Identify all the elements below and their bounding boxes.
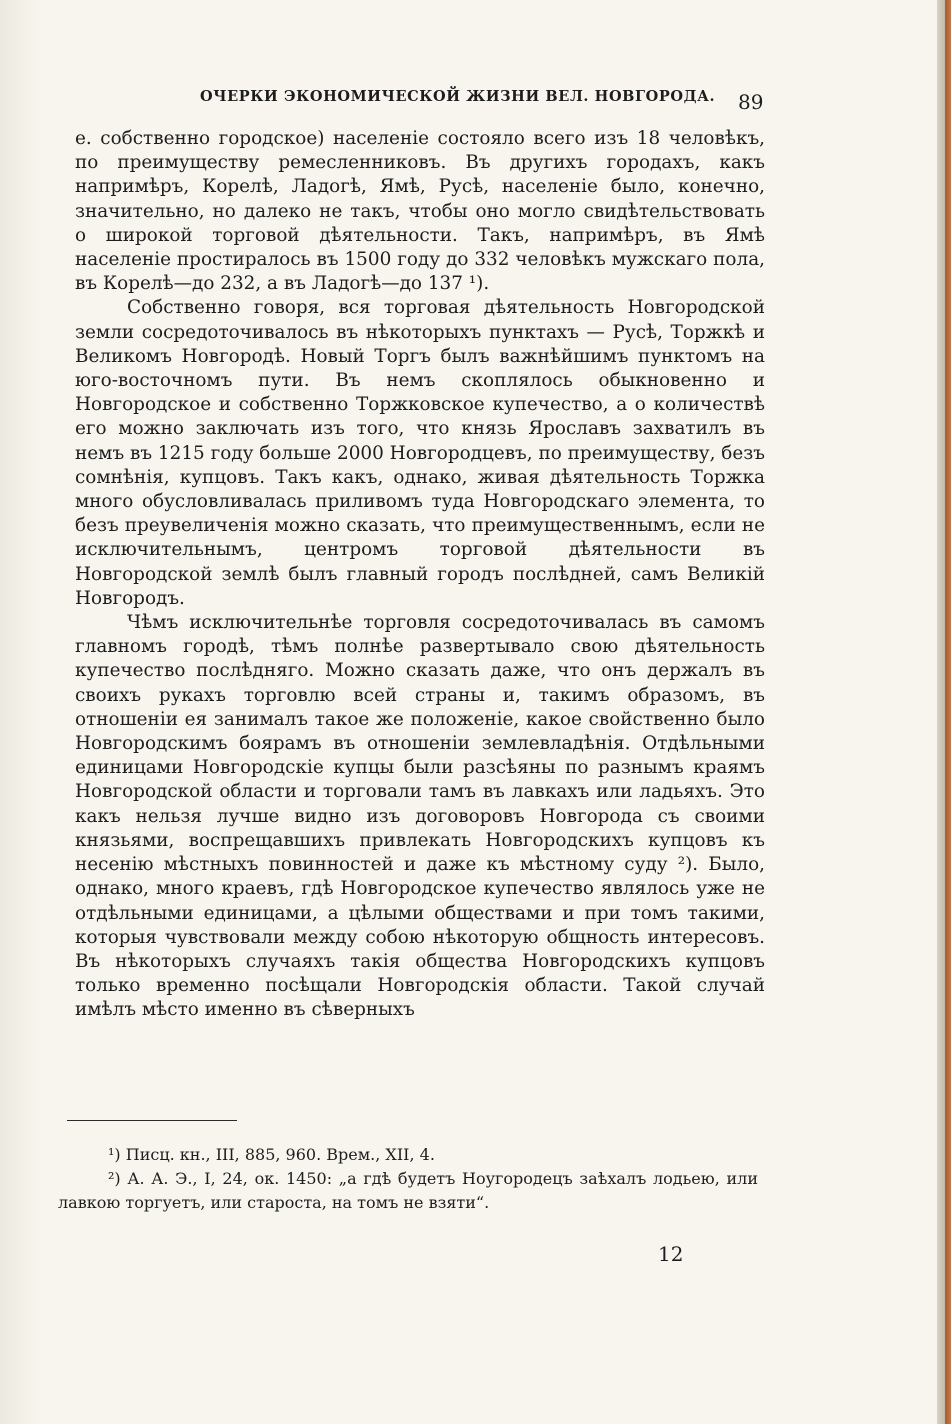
page-edge-binding	[937, 0, 951, 1424]
footnotes	[58, 1143, 758, 1215]
page-gutter-shadow	[0, 0, 40, 1424]
footnote-2: ²) А. А. Э., I, 24, ок. 1450: „а гдѣ будетъ Ноугородецъ заѣхалъ лодьею, или лавкою торгуетъ, или староста, на томъ не взяти“.	[58, 1169, 758, 1212]
paragraph-1: е. собственно городское) населеніе состояло всего изъ 18 человѣкъ, по преимуществу ремесленниковъ. Въ другихъ городахъ, какъ напримѣръ, Корелѣ, Ладогѣ, Ямѣ, Русѣ, населеніе было, конечно, значительно, но далеко не такъ, чтобы оно могло свидѣтельствовать о широкой торговой дѣятельности. Такъ, напримѣръ, въ Ямѣ населеніе простиралось въ 1500 году до 332 человѣкъ мужскаго пола, въ Корелѣ—до 232, а въ Ладогѣ—до 137 ¹).	[75, 128, 765, 295]
footnote-1: ¹) Писц. кн., III, 885, 960. Врем., XII, 4.	[108, 1145, 435, 1164]
printer-signature-mark: 12	[658, 1242, 684, 1266]
running-head-title: ОЧЕРКИ ЭКОНОМИЧЕСКОЙ ЖИЗНИ ВЕЛ. НОВГОРОДА.	[200, 88, 716, 105]
footnote-separator	[67, 1120, 237, 1121]
page-number: 89	[738, 90, 764, 114]
main-text	[75, 127, 765, 1023]
paragraph-2: Собственно говоря, вся торговая дѣятельность Новгородской земли сосредоточивалось въ нѣкоторыхъ пунктахъ — Русѣ, Торжкѣ и Великомъ Новгородѣ. Новый Торгъ былъ важнѣйшимъ пунктомъ на юго-восточномъ пути. Въ немъ скоплялось обыкновенно и Новгородское и собственно Торжковское купечество, а о количествѣ его можно заключать изъ того, что князь Ярославъ захватилъ въ немъ въ 1215 году больше 2000 Новгородцевъ, по преимуществу, безъ сомнѣнія, купцовъ. Такъ какъ, однако, живая дѣятельность Торжка много обусловливалась приливомъ туда Новгородскаго элемента, то безъ преувеличенія можно сказать, что преимущественнымъ, если не исключительнымъ, центромъ торговой дѣятельности въ Новгородской землѣ былъ главный городъ послѣдней, самъ Великій Новгородъ.	[75, 297, 765, 609]
paragraph-3: Чѣмъ исключительнѣе торговля сосредоточивалась въ самомъ главномъ городѣ, тѣмъ полнѣе развертывало свою дѣятельность купечество послѣдняго. Можно сказать даже, что онъ держалъ въ своихъ рукахъ торговлю всей страны и, такимъ образомъ, въ отношеніи ея занималъ такое же положеніе, какое свойственно было Новгородскимъ боярамъ въ отношеніи землевладѣнія. Отдѣльными единицами Новгородскіе купцы были разсѣяны по разнымъ краямъ Новгородской области и торговали тамъ въ лавкахъ или ладьяхъ. Это какъ нельзя лучше видно изъ договоровъ Новгорода съ своими князьями, воспрещавшихъ привлекать Новгородскихъ купцовъ къ несенію мѣстныхъ повинностей и даже къ мѣстному суду ²). Было, однако, много краевъ, гдѣ Новгородское купечество являлось уже не отдѣльными единицами, а цѣлыми обществами и при томъ такими, которыя чувствовали между собою нѣкоторую общность интересовъ. Въ нѣкоторыхъ случаяхъ такія общества Новгородскихъ купцовъ только временно посѣщали Новгородскія области. Такой случай имѣлъ мѣсто именно въ сѣверныхъ	[75, 612, 765, 1021]
